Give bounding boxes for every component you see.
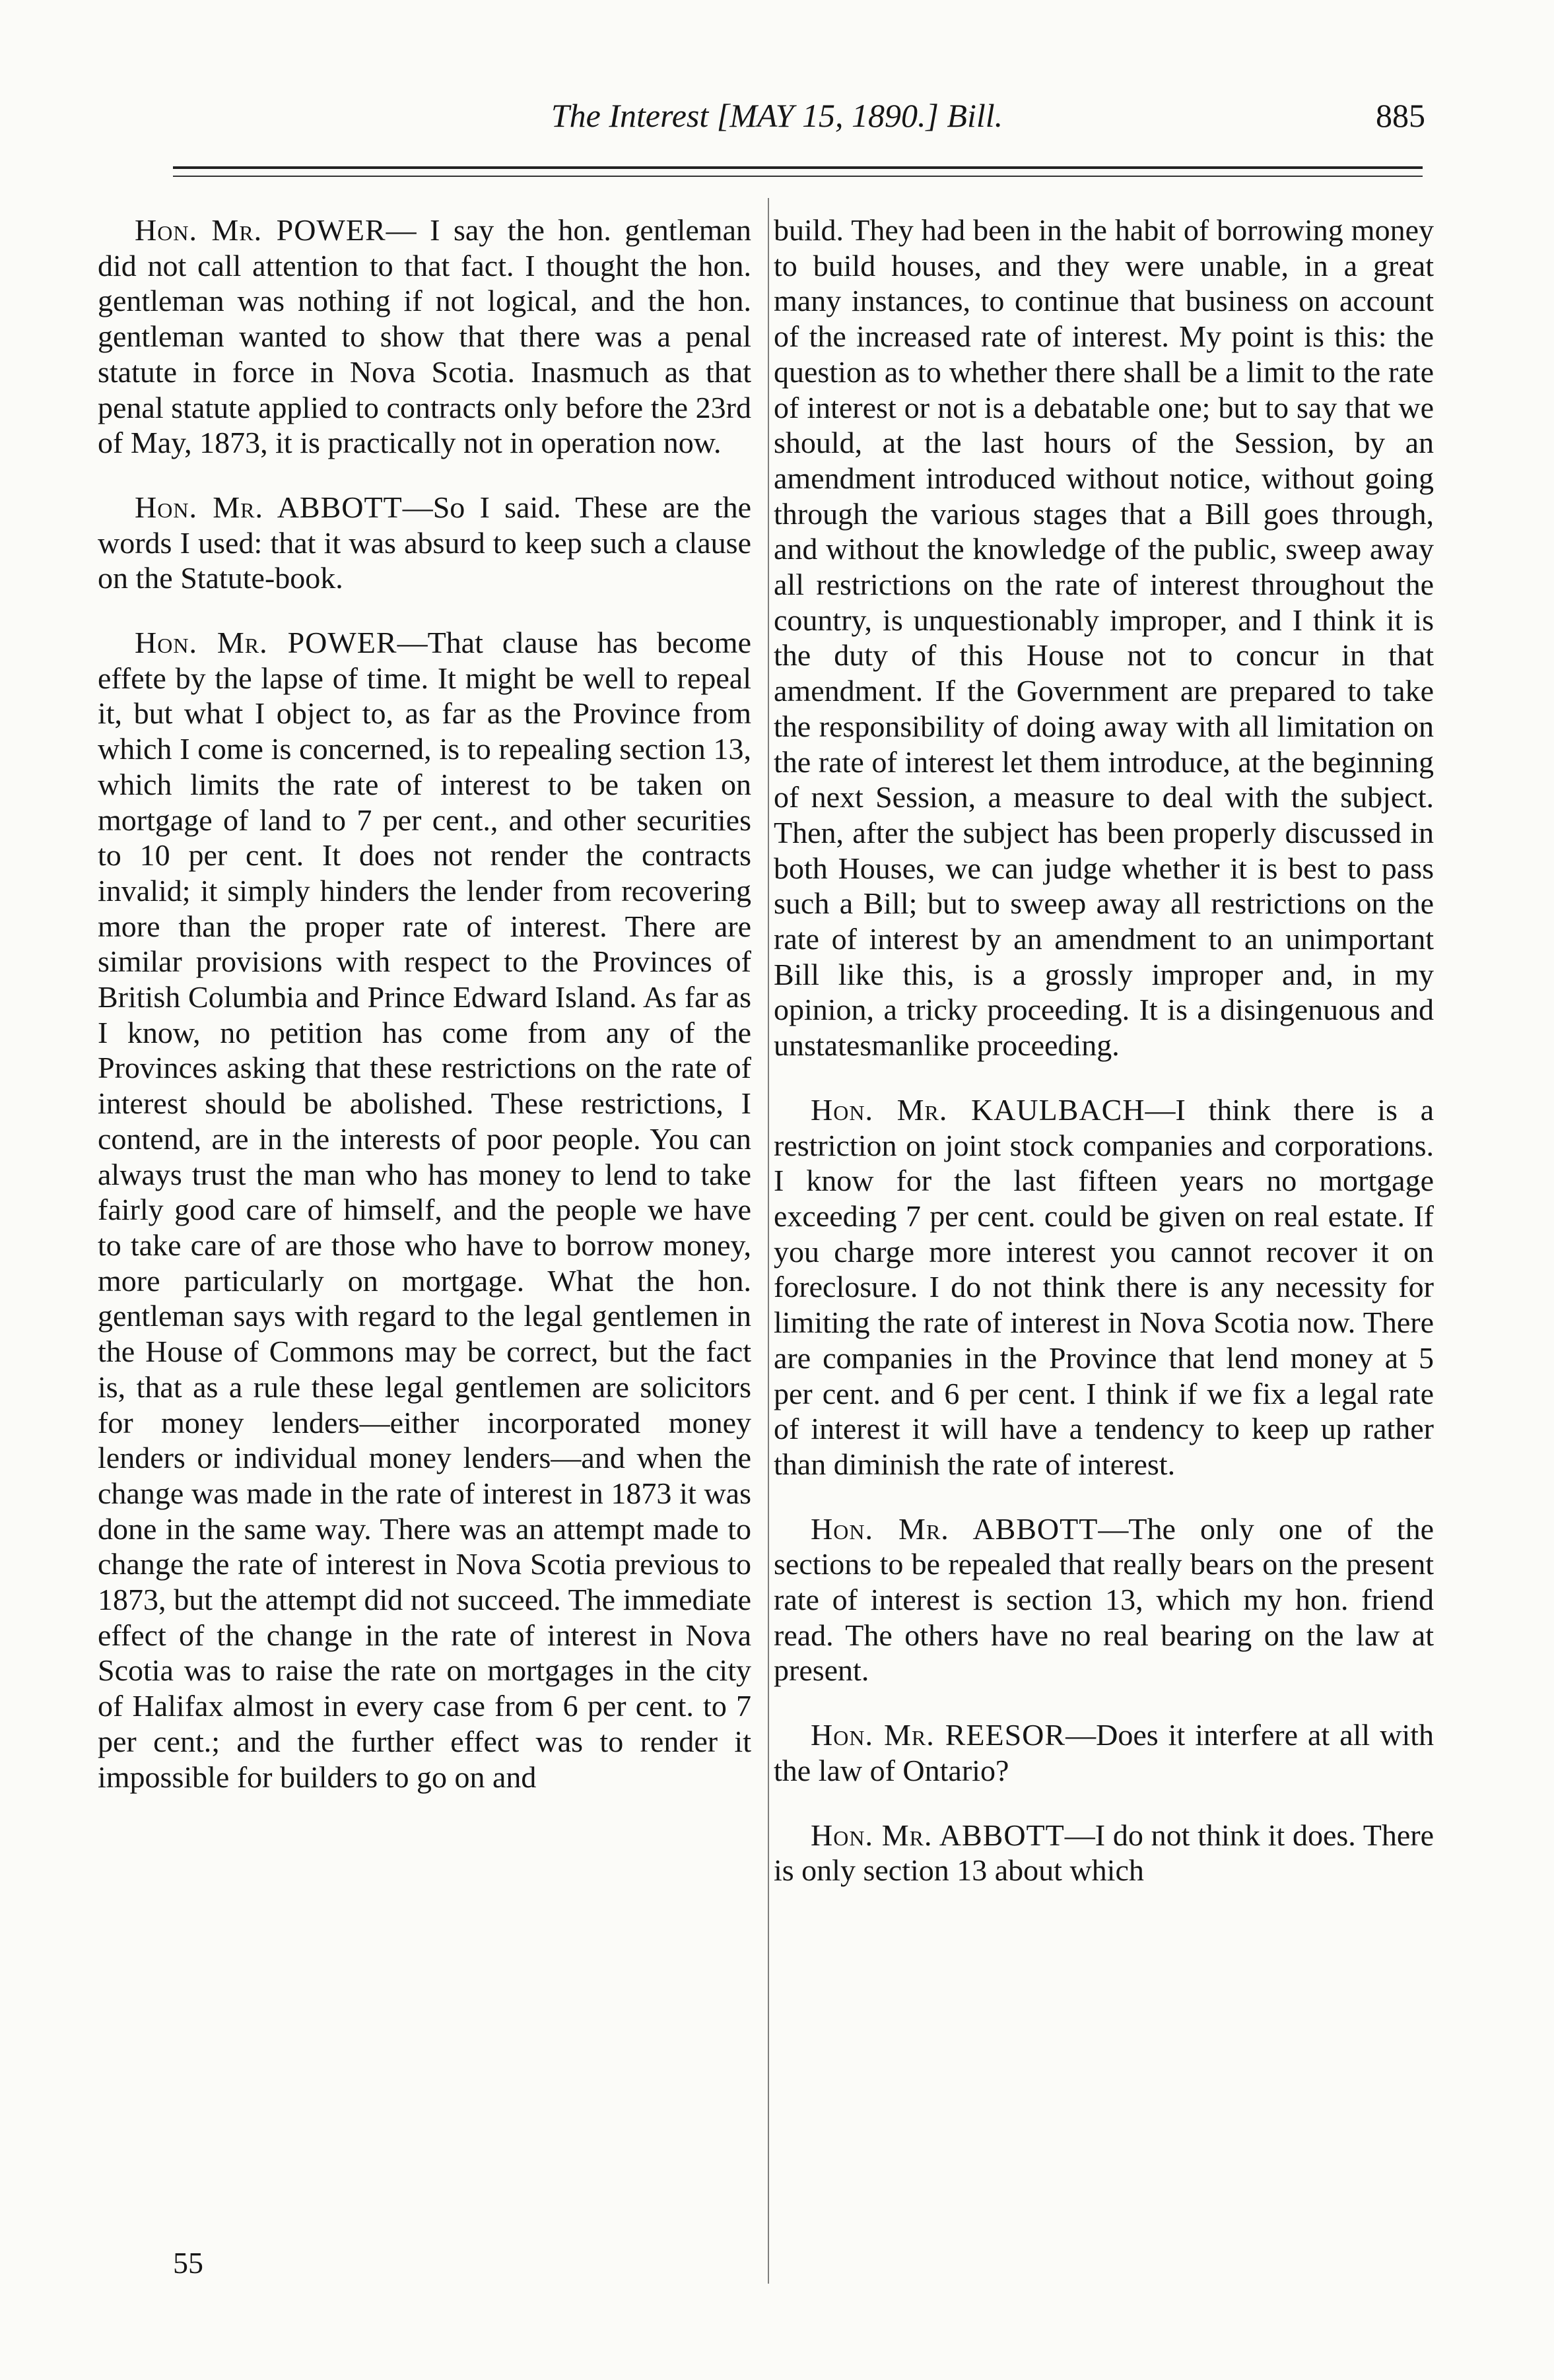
speech-paragraph-continued	[774, 213, 1434, 1063]
speech-paragraph	[774, 1818, 1434, 1888]
header-rule-thin	[173, 176, 1423, 177]
speech-text: —That clause has become effete by the lapse of time. It might be well to repeal it, but what I object to, as far as the Province from which I come is concerned, is to repealing section 13, which limits the rate of interest to be taken on mortgage of land to 7 per cent., and other securities to 10 per cent. It does not render the contracts invalid; it simply hinders the lender from recovering more than the proper rate of interest. There are similar provisions with respect to the Provinces of British Columbia and Prince Edward Island. As far as I know, no petition has come from any of the Provinces asking that these restrictions on the rate of interest should be abolished. These restrictions, I contend, are in the interests of poor people. You can always trust the man who has money to lend to take fairly good care of himself, and the people we have to take care of are those who have to borrow money, more particularly on mortgage. What the hon. gentleman says with regard to the legal gentlemen in the House of Commons may be correct, but the fact is, that as a rule these legal gentlemen are solicitors for money lenders—either incorporated money lenders or individual money lenders—and when the change was made in the rate of interest in 1873 it was done in the same way. There was an attempt made to change the rate of interest in Nova Scotia previous to 1873, but the attempt did not succeed. The immediate effect of the change in the rate of interest in Nova Scotia was to raise the rate on mortgages in the city of Halifax almost in every case from 6 per cent. to 7 per cent.; and the further effect was to render it impossible for builders to go on and	[98, 626, 751, 1794]
speaker-name: Hon. Mr. REESOR	[811, 1718, 1066, 1752]
speech-paragraph	[774, 1717, 1434, 1788]
speech-text: build. They had been in the habit of borrowing money to build houses, and they were unable, in a great many instances, to continue that business on account of the increased rate of interest. My point is this: the question as to whether there shall be a limit to the rate of interest or not is a debatable one; but to say that we should, at the last hours of the Session, by an amendment introduced without notice, without going through the various stages that a Bill goes through, and without the knowledge of the public, sweep away all restrictions on the rate of interest throughout the country, is unquestionably improper, and I think it is the duty of this House not to concur in that amendment. If the Government are prepared to take the responsibility of doing away with all limitation on the rate of interest let them introduce, at the beginning of next Session, a measure to deal with the subject. Then, after the subject has been properly discussed in both Houses, we can judge whether it is best to pass such a Bill; but to sweep away all restrictions on the rate of interest by an amendment to an unimportant Bill like this, is a grossly improper and, in my opinion, a tricky proceeding. It is a disingenuous and unstatesmanlike proceeding.	[774, 213, 1434, 1063]
speech-text: —The only one of the sections to be repealed that really bears on the present rate of interest is section 13, which my hon. friend read. The others have no real bearing on the law at present.	[774, 1511, 1434, 1688]
speaker-name: Hon. Mr. ABBOTT	[135, 490, 403, 524]
speaker-name: Hon. Mr. POWER	[135, 213, 386, 247]
speech-paragraph	[98, 213, 751, 461]
speaker-name: Hon. Mr. KAULBACH	[811, 1092, 1145, 1127]
header-rule-thick	[173, 166, 1423, 169]
signature-mark: 55	[173, 2246, 203, 2280]
column-divider	[768, 198, 769, 2284]
speech-text: —So I said. These are the words I used: that it was absurd to keep such a clause on the Statute-book.	[98, 490, 751, 595]
speech-paragraph	[98, 490, 751, 596]
speaker-name: Hon. Mr. ABBOTT	[811, 1818, 1065, 1852]
left-column	[98, 213, 751, 1824]
speech-text: —I think there is a restriction on joint stock companies and corporations. I know for the last fifteen years no mortgage exceeding 7 per cent. could be given on real estate. If you charge more interest you cannot recover it on foreclosure. I do not think there is any necessity for limiting the rate of interest in Nova Scotia now. There are companies in the Province that lend money at 5 per cent. and 6 per cent. I think if we fix a legal rate of interest it will have a tendency to keep up rather than diminish the rate of interest.	[774, 1092, 1434, 1481]
right-column	[774, 213, 1434, 1917]
speaker-name: Hon. Mr. ABBOTT	[811, 1511, 1098, 1546]
speech-text: — I say the hon. gentleman did not call attention to that fact. I thought the hon. gentleman was nothing if not logical, and the hon. gentleman wanted to show that there was a penal statute in force in Nova Scotia. Inasmuch as that penal statute applied to contracts only before the 23rd of May, 1873, it is practically not in operation now.	[98, 213, 751, 460]
speech-paragraph	[774, 1092, 1434, 1482]
speech-paragraph	[774, 1511, 1434, 1689]
page-number: 885	[1376, 97, 1425, 134]
running-title: The Interest [MAY 15, 1890.] Bill.	[551, 97, 1003, 134]
page-header	[0, 96, 1554, 142]
speaker-name: Hon. Mr. POWER	[135, 626, 397, 660]
speech-text: —I do not think it does. There is only section 13 about which	[774, 1818, 1434, 1888]
speech-text: —Does it interfere at all with the law of Ontario?	[774, 1718, 1435, 1787]
speech-paragraph	[98, 625, 751, 1795]
